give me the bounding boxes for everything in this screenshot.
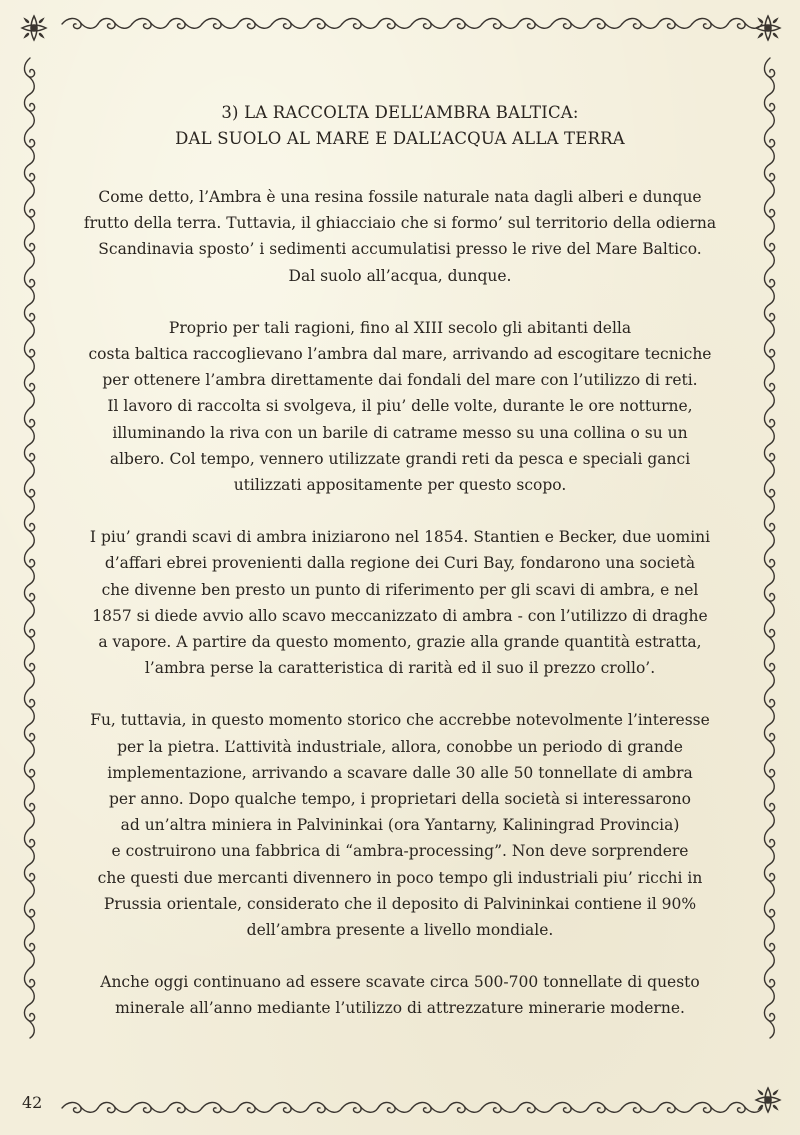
- text-line: albero. Col tempo, vennero utilizzate grandi reti da pesca e speciali ganci: [109, 449, 691, 468]
- paragraph-1: [60, 184, 740, 289]
- right-border-scrolls: [764, 58, 774, 1038]
- text-line: frutto della terra. Tuttavia, il ghiacciaio che si formo’ sul territorio della odierna: [83, 214, 717, 233]
- text-block: [60, 100, 740, 1022]
- title-line: 3) LA RACCOLTA DELL’AMBRA BALTICA:: [221, 103, 579, 122]
- bottom-border-scrolls: [62, 1102, 762, 1112]
- text-line: costa baltica raccoglievano l’ambra dal mare, arrivando ad escogitare tecniche: [88, 345, 712, 364]
- text-line: 1857 si diede avvio allo scavo meccanizzato di ambra - con l’utilizzo di draghe: [92, 606, 708, 625]
- left-border-scrolls: [24, 58, 34, 1038]
- corner-bottom-right-icon: [756, 1088, 780, 1112]
- text-line: utilizzati appositamente per questo scopo.: [233, 476, 567, 495]
- page-title: [60, 100, 740, 152]
- paragraph-5: [60, 969, 740, 1021]
- text-line: Scandinavia sposto’ i sedimenti accumulatisi presso le rive del Mare Baltico.: [98, 240, 702, 259]
- corner-top-left-icon: [22, 16, 46, 40]
- text-line: per anno. Dopo qualche tempo, i proprietari della società si interessarono: [109, 790, 691, 809]
- text-line: a vapore. A partire da questo momento, grazie alla grande quantità estratta,: [98, 633, 702, 652]
- text-line: dell’ambra presente a livello mondiale.: [246, 921, 554, 940]
- text-line: Il lavoro di raccolta si svolgeva, il piu’ delle volte, durante le ore notturne,: [107, 397, 693, 416]
- corner-top-right-icon: [756, 16, 780, 40]
- text-line: minerale all’anno mediante l’utilizzo di attrezzature minerarie moderne.: [115, 999, 685, 1018]
- text-line: implementazione, arrivando a scavare dalle 30 alle 50 tonnellate di ambra: [107, 763, 693, 782]
- text-line: ad un’altra miniera in Palvininkai (ora Yantarny, Kaliningrad Provincia): [120, 816, 680, 835]
- text-line: per la pietra. L’attività industriale, allora, conobbe un periodo di grande: [117, 737, 683, 756]
- text-line: e costruirono una fabbrica di “ambra-processing”. Non deve sorprendere: [111, 842, 689, 861]
- page-number: 42: [22, 1093, 43, 1112]
- paragraph-3: [60, 524, 740, 681]
- text-line: Dal suolo all’acqua, dunque.: [288, 266, 512, 285]
- text-line: Proprio per tali ragioni, fino al XIII secolo gli abitanti della: [168, 318, 632, 337]
- text-line: d’affari ebrei provenienti dalla regione dei Curi Bay, fondarono una società: [104, 554, 696, 573]
- text-line: Prussia orientale, considerato che il deposito di Palvininkai contiene il 90%: [103, 894, 697, 913]
- text-line: illuminando la riva con un barile di catrame messo su una collina o su un: [112, 423, 688, 442]
- text-line: l’ambra perse la caratteristica di rarità ed il suo il prezzo crollo’.: [144, 659, 656, 678]
- top-border-scrolls: [62, 18, 762, 28]
- text-line: che questi due mercanti divennero in poco tempo gli industriali piu’ ricchi in: [97, 868, 703, 887]
- text-line: Fu, tuttavia, in questo momento storico che accrebbe notevolmente l’interesse: [90, 711, 710, 730]
- title-line: DAL SUOLO AL MARE E DALL’ACQUA ALLA TERRA: [175, 129, 625, 148]
- text-line: I piu’ grandi scavi di ambra iniziarono nel 1854. Stantien e Becker, due uomini: [89, 528, 711, 547]
- text-line: che divenne ben presto un punto di riferimento per gli scavi di ambra, e nel: [101, 580, 699, 599]
- text-line: Come detto, l’Ambra è una resina fossile naturale nata dagli alberi e dunque: [98, 188, 702, 206]
- paragraph-2: [60, 315, 740, 498]
- paragraph-4: [60, 707, 740, 943]
- text-line: per ottenere l’ambra direttamente dai fondali del mare con l’utilizzo di reti.: [102, 371, 698, 390]
- text-line: Anche oggi continuano ad essere scavate circa 500-700 tonnellate di questo: [100, 973, 700, 992]
